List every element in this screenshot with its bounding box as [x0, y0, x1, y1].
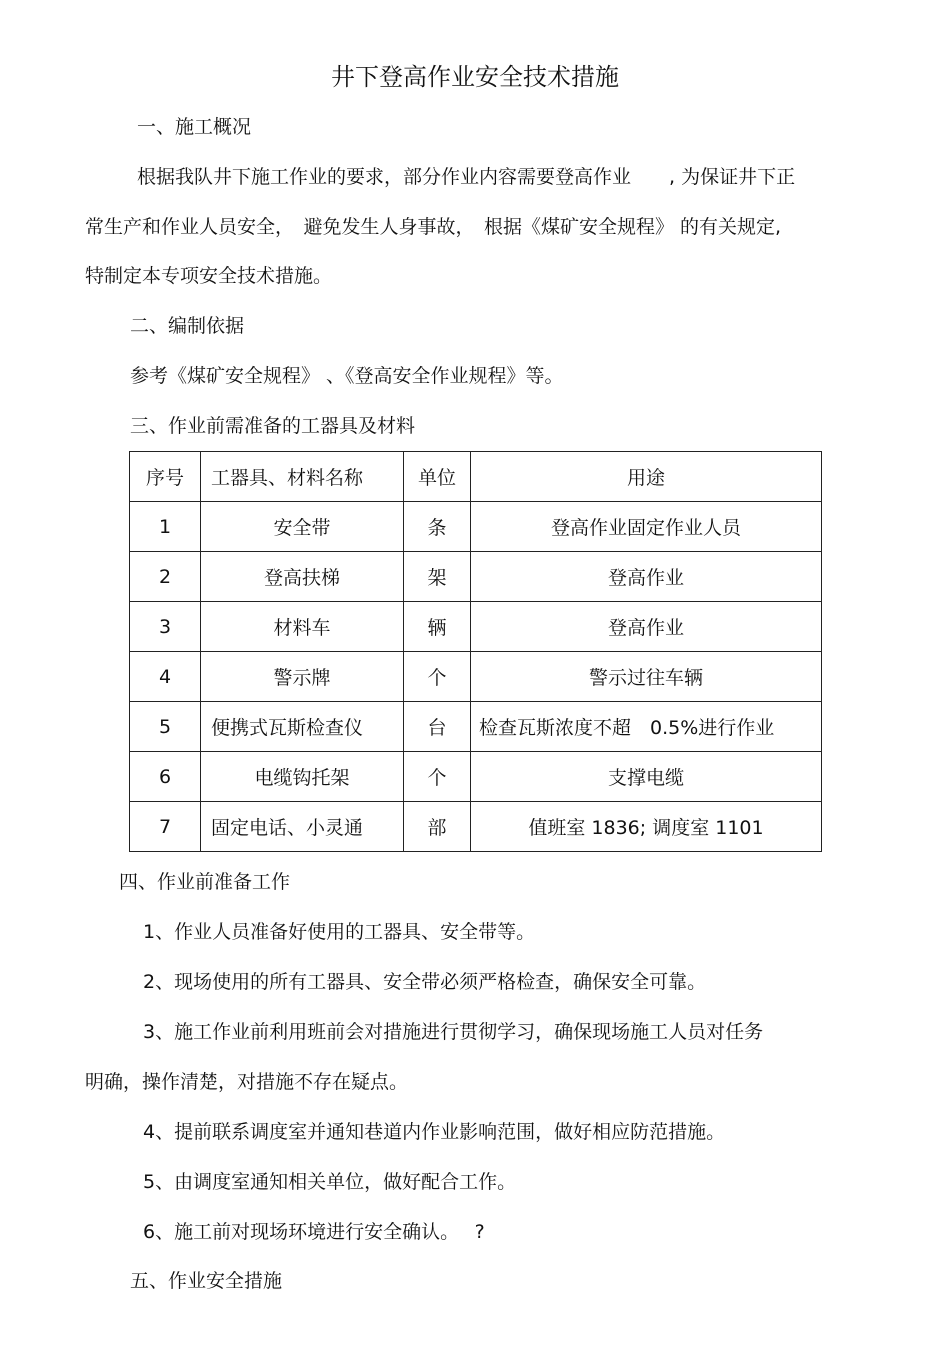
- cell-name: 材料车: [201, 602, 404, 652]
- cell-unit: 部: [404, 802, 471, 852]
- cell-index: 3: [130, 602, 201, 652]
- table-row: [130, 702, 822, 752]
- cell-purpose: 检查瓦斯浓度不超 0.5%进行作业: [471, 702, 822, 752]
- cell-index: 7: [130, 802, 201, 852]
- cell-unit: 个: [404, 652, 471, 702]
- cell-purpose: 登高作业: [471, 602, 822, 652]
- section-4-item-4: 4、提前联系调度室并通知巷道内作业影响范围，做好相应防范措施。: [143, 1121, 726, 1143]
- cell-unit: 辆: [404, 602, 471, 652]
- table-row: [130, 602, 822, 652]
- header-index: 序号: [130, 452, 201, 502]
- section-1-heading: 一、施工概况: [137, 116, 252, 138]
- table-row: [130, 752, 822, 802]
- cell-index: 5: [130, 702, 201, 752]
- cell-name: 警示牌: [201, 652, 404, 702]
- cell-unit: 架: [404, 552, 471, 602]
- section-1-line-3: 特制定本专项安全技术措施。: [85, 265, 333, 287]
- section-4-item-3-cont: 明确，操作清楚，对措施不存在疑点。: [85, 1071, 409, 1093]
- document-title: 井下登高作业安全技术措施: [331, 63, 619, 91]
- section-2-text: 参考《煤矿安全规程》 、《登高安全作业规程》等。: [130, 365, 564, 387]
- header-purpose: 用途: [471, 452, 822, 502]
- table-header-row: [130, 452, 822, 502]
- table-row: [130, 802, 822, 852]
- cell-name: 安全带: [201, 502, 404, 552]
- cell-name: 电缆钩托架: [201, 752, 404, 802]
- cell-name: 便携式瓦斯检查仪: [201, 702, 404, 752]
- section-4-item-3: 3、施工作业前利用班前会对措施进行贯彻学习，确保现场施工人员对任务: [143, 1021, 764, 1043]
- cell-unit: 条: [404, 502, 471, 552]
- cell-unit: 个: [404, 752, 471, 802]
- table-row: [130, 552, 822, 602]
- tools-materials-table: [129, 451, 822, 852]
- table-row: [130, 502, 822, 552]
- section-4-item-2: 2、现场使用的所有工器具、安全带必须严格检查，确保安全可靠。: [143, 971, 707, 993]
- cell-purpose: 登高作业: [471, 552, 822, 602]
- section-4-heading: 四、作业前准备工作: [119, 871, 291, 893]
- cell-index: 4: [130, 652, 201, 702]
- cell-index: 6: [130, 752, 201, 802]
- table-row: [130, 652, 822, 702]
- header-name: 工器具、材料名称: [201, 452, 404, 502]
- cell-purpose: 值班室 1836; 调度室 1101: [471, 802, 822, 852]
- cell-name: 固定电话、小灵通: [201, 802, 404, 852]
- header-unit: 单位: [404, 452, 471, 502]
- cell-index: 2: [130, 552, 201, 602]
- section-3-heading: 三、作业前需准备的工器具及材料: [130, 415, 416, 437]
- cell-purpose: 登高作业固定作业人员: [471, 502, 822, 552]
- cell-unit: 台: [404, 702, 471, 752]
- section-5-heading: 五、作业安全措施: [130, 1270, 283, 1292]
- section-2-heading: 二、编制依据: [130, 315, 245, 337]
- section-4-item-1: 1、作业人员准备好使用的工器具、安全带等。: [143, 921, 536, 943]
- section-4-item-5: 5、由调度室通知相关单位，做好配合工作。: [143, 1171, 517, 1193]
- cell-purpose: 警示过往车辆: [471, 652, 822, 702]
- cell-index: 1: [130, 502, 201, 552]
- section-1-line-1: 根据我队井下施工作业的要求，部分作业内容需要登高作业 , 为保证井下正: [137, 166, 796, 188]
- section-1-line-2: 常生产和作业人员安全， 避免发生人身事故， 根据《煤矿安全规程》 的有关规定,: [85, 216, 782, 238]
- section-4-item-6: 6、施工前对现场环境进行安全确认。 ?: [143, 1221, 485, 1243]
- cell-name: 登高扶梯: [201, 552, 404, 602]
- cell-purpose: 支撑电缆: [471, 752, 822, 802]
